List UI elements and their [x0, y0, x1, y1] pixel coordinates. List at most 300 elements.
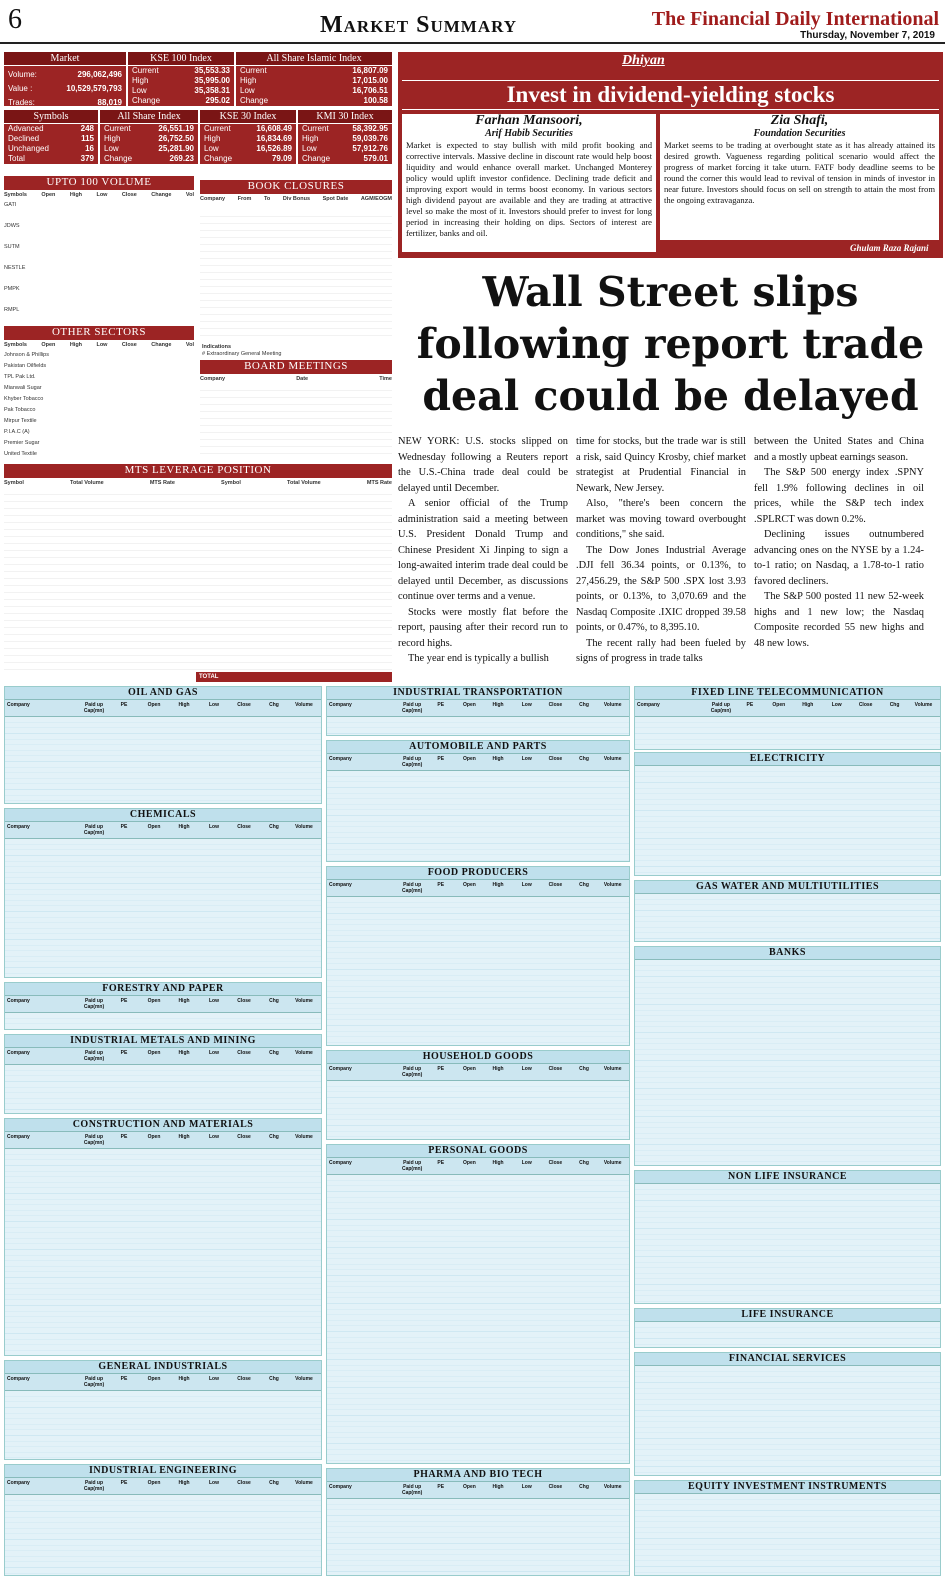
col-header: High: [178, 1134, 190, 1140]
mts-header: [4, 480, 392, 486]
col-header: Open: [463, 882, 476, 888]
col-header: Volume: [603, 882, 622, 888]
sector-title: GENERAL INDUSTRIALS: [5, 1361, 321, 1374]
expert-firm: Foundation Securities: [753, 128, 846, 139]
index-value: 16,834.69: [256, 134, 292, 143]
index-label: Current: [302, 124, 329, 133]
col-header: Date: [296, 376, 309, 382]
col-header: High: [492, 702, 504, 708]
col-header: PE: [437, 756, 445, 762]
market-label: Volume:: [8, 70, 37, 79]
col-header: Open: [772, 702, 786, 708]
sector-header: [5, 1048, 321, 1065]
sector-header: [5, 1478, 321, 1495]
index-value: 57,912.76: [352, 144, 388, 153]
sector-rows: [327, 771, 629, 862]
index-label: Change: [104, 154, 133, 163]
market-value: 88,019: [97, 98, 122, 107]
col-header: PE: [120, 1480, 128, 1486]
sector-table: [326, 740, 630, 862]
col-header: Close: [548, 1484, 563, 1490]
col-header: Symbols: [4, 342, 27, 348]
index-label: High: [240, 76, 257, 85]
col-header: High: [492, 1066, 504, 1072]
list-item: TPL Pak Ltd.: [4, 374, 36, 380]
sector-rows: [327, 717, 629, 736]
all-share-box: [100, 110, 198, 164]
kmi30-title: KMI 30 Index: [298, 110, 392, 124]
symbols-value: 379: [80, 154, 94, 163]
index-value: 579.01: [363, 154, 388, 163]
col-header: Volume: [603, 702, 622, 708]
col-header: Chg: [269, 702, 279, 708]
story-col-3: [754, 434, 924, 651]
col-header: Company: [7, 702, 30, 708]
index-value: 26,752.50: [158, 134, 194, 143]
index-label: Change: [132, 96, 161, 105]
col-header: Volume: [295, 998, 313, 1004]
upto100-list: [4, 202, 64, 328]
col-header: Company: [329, 882, 352, 888]
sector-table: [4, 1034, 322, 1114]
col-header: Low: [209, 1376, 219, 1382]
col-header: PE: [437, 702, 445, 708]
col-header: Open: [463, 756, 476, 762]
other-sectors-list: [4, 352, 84, 462]
col-header: Paid up Cap(mn): [83, 1050, 105, 1062]
col-header: Close: [237, 998, 251, 1004]
sector-rows: [5, 839, 321, 978]
other-sectors-title: OTHER SECTORS: [4, 326, 194, 340]
col-header: Close: [237, 1050, 251, 1056]
index-label: Change: [302, 154, 331, 163]
col-header: Chg: [579, 1160, 589, 1166]
sector-title: FINANCIAL SERVICES: [635, 1353, 940, 1366]
col-header: Low: [209, 824, 219, 830]
sector-title: CHEMICALS: [5, 809, 321, 822]
mts-table: [4, 488, 392, 672]
kse30-box: [200, 110, 296, 164]
col-header: Close: [548, 1066, 563, 1072]
col-header: Close: [121, 192, 137, 198]
symbols-box: [4, 110, 98, 164]
story-paragraph: NEW YORK: U.S. stocks slipped on Wednesday following a Reuters report the U.S.-China trade deal could be delayed until December.: [398, 436, 568, 494]
col-header: High: [69, 192, 83, 198]
sector-title: EQUITY INVESTMENT INSTRUMENTS: [635, 1481, 940, 1494]
market-value: 296,062,496: [77, 70, 122, 79]
col-header: Open: [147, 998, 161, 1004]
col-header: High: [492, 882, 504, 888]
sector-table: [326, 1050, 630, 1140]
sector-table: [4, 1464, 322, 1576]
col-header: Company: [200, 376, 226, 382]
symbols-title: Symbols: [4, 110, 98, 124]
byline: Ghulam Raza Rajani: [850, 243, 929, 253]
col-header: Volume: [603, 1484, 622, 1490]
sector-title: BANKS: [635, 947, 940, 960]
expert-left: [402, 114, 656, 252]
col-header: Low: [96, 342, 108, 348]
index-value: 16,706.51: [352, 86, 388, 95]
sector-rows: [327, 897, 629, 1046]
col-header: Paid up Cap(mn): [83, 1376, 105, 1388]
col-header: Company: [329, 1484, 352, 1490]
col-header: Low: [521, 1066, 532, 1072]
sector-header: [327, 1064, 629, 1081]
paper-name: The Financial Daily International: [651, 8, 939, 30]
sector-table: [4, 1118, 322, 1356]
sector-title: PERSONAL GOODS: [327, 1145, 629, 1158]
col-header: Chg: [889, 702, 900, 708]
sector-table: [634, 946, 941, 1166]
col-header: Open: [463, 702, 476, 708]
story-paragraph: The S&P 500 posted 11 new 52-week highs and 1 new low; the Nasdaq Composite recorded 55 new highs and 48 new lows.: [754, 591, 924, 649]
symbols-value: 248: [80, 124, 94, 133]
col-header: Paid up Cap(mn): [83, 702, 105, 714]
col-header: Close: [237, 1376, 251, 1382]
sector-title: INDUSTRIAL TRANSPORTATION: [327, 687, 629, 700]
index-value: 16,807.09: [352, 66, 388, 75]
col-header: High: [802, 702, 814, 708]
col-header: Volume: [295, 1050, 313, 1056]
sector-header: [327, 1158, 629, 1175]
col-header: PE: [120, 824, 128, 830]
story-paragraph: Declining issues outnumbered advancing ones on the NYSE by a 1.24-to-1 ratio; on Nasdaq, a 1.78-to-1 ratio favored decliners.: [754, 529, 924, 587]
sector-header: [5, 1132, 321, 1149]
col-header: Paid up Cap(mn): [401, 756, 423, 768]
col-header: Volume: [295, 1134, 313, 1140]
col-header: Volume: [295, 702, 313, 708]
col-header: Change: [151, 342, 172, 348]
index-value: 35,553.33: [194, 66, 230, 75]
col-header: Paid up Cap(mn): [401, 1066, 423, 1078]
col-header: Open: [463, 1484, 476, 1490]
symbols-label: Total: [8, 154, 25, 163]
col-header: High: [69, 342, 83, 348]
col-header: Low: [521, 1160, 532, 1166]
col-header: Close: [548, 702, 563, 708]
list-item: GATI: [4, 202, 17, 208]
list-item: Khyber Tobacco: [4, 396, 44, 402]
index-label: High: [132, 76, 149, 85]
col-header: From: [237, 196, 252, 202]
index-value: 79.09: [271, 154, 292, 163]
index-value: 35,995.00: [194, 76, 230, 85]
col-header: PE: [437, 1484, 445, 1490]
index-value: 35,358.31: [194, 86, 230, 95]
symbols-label: Declined: [8, 134, 40, 143]
sector-table: [326, 1468, 630, 1576]
symbols-label: Unchanged: [8, 144, 49, 153]
col-header: Volume: [603, 1066, 622, 1072]
book-closures-table: [200, 210, 392, 342]
col-header: Paid up Cap(mn): [710, 702, 732, 714]
col-header: Volume: [295, 1480, 313, 1486]
col-header: Chg: [579, 1066, 589, 1072]
col-header: Low: [209, 702, 219, 708]
col-header: PE: [120, 702, 128, 708]
index-label: Low: [204, 144, 219, 153]
col-header: Open: [41, 192, 56, 198]
index-label: Current: [240, 66, 267, 75]
col-header: PE: [120, 1134, 128, 1140]
sector-table: [634, 1352, 941, 1476]
col-header: Open: [147, 1134, 161, 1140]
col-header: High: [492, 756, 504, 762]
sector-table: [326, 686, 630, 736]
list-item: RMPL: [4, 307, 20, 313]
col-header: Paid up Cap(mn): [83, 1480, 105, 1492]
col-header: High: [492, 1160, 504, 1166]
symbols-value: 115: [81, 134, 94, 143]
story-paragraph: time for stocks, but the trade war is still a risk, said Quincy Krosby, chief market strategist at Prudential Financial in Newark, New Jersey.: [576, 436, 746, 494]
dhiyan-headline: Invest in dividend-yielding stocks: [402, 80, 939, 110]
index-label: Change: [204, 154, 233, 163]
col-header: Chg: [269, 1134, 279, 1140]
col-header: Total Volume: [287, 480, 321, 486]
col-header: Paid up Cap(mn): [83, 1134, 105, 1146]
col-header: Company: [200, 196, 226, 202]
sector-table: [634, 1170, 941, 1304]
sector-title: NON LIFE INSURANCE: [635, 1171, 940, 1184]
col-header: High: [492, 1484, 504, 1490]
sector-header: [327, 880, 629, 897]
all-share-islamic-title: All Share Islamic Index: [236, 52, 392, 66]
col-header: Close: [237, 824, 251, 830]
sector-header: [327, 700, 629, 717]
col-header: Low: [521, 702, 532, 708]
col-header: Volume: [295, 1376, 313, 1382]
index-value: 25,281.90: [158, 144, 194, 153]
sector-title: FOOD PRODUCERS: [327, 867, 629, 880]
index-value: 16,608.49: [256, 124, 292, 133]
col-header: PE: [120, 1050, 128, 1056]
col-header: Company: [7, 824, 30, 830]
sector-title: FIXED LINE TELECOMMUNICATION: [635, 687, 940, 700]
market-label: Trades:: [8, 98, 35, 107]
col-header: Volume: [603, 756, 622, 762]
list-item: P.I.A.C (A): [4, 429, 30, 435]
list-item: NESTLE: [4, 265, 26, 271]
market-box: [4, 52, 126, 106]
index-label: Low: [302, 144, 317, 153]
col-header: Paid up Cap(mn): [401, 1484, 423, 1496]
col-header: Change: [151, 192, 172, 198]
list-item: United Textile: [4, 451, 37, 457]
index-value: 100.58: [363, 96, 388, 105]
col-header: Open: [147, 1376, 161, 1382]
col-header: To: [263, 196, 271, 202]
col-header: MTS Rate: [149, 480, 175, 486]
sector-title: INDUSTRIAL ENGINEERING: [5, 1465, 321, 1478]
sector-table: [634, 880, 941, 942]
col-header: High: [178, 1376, 190, 1382]
col-header: Company: [329, 1160, 352, 1166]
market-value: 10,529,579,793: [66, 84, 122, 93]
expert-right: [660, 114, 939, 240]
col-header: Time: [379, 376, 392, 382]
kmi30-box: [298, 110, 392, 164]
col-header: Open: [463, 1066, 476, 1072]
index-label: Low: [104, 144, 119, 153]
dhiyan-tag: Dhiyan: [622, 53, 665, 68]
list-item: Mianwali Sugar: [4, 385, 42, 391]
index-label: High: [104, 134, 121, 143]
story-col-2: [576, 434, 746, 667]
story-paragraph: The year end is typically a bullish: [408, 653, 549, 664]
col-header: Low: [209, 998, 219, 1004]
sector-rows: [635, 1494, 940, 1576]
mts-total-label: TOTAL: [199, 674, 219, 680]
expert-firm: Arif Habib Securities: [485, 128, 573, 139]
col-header: Open: [41, 342, 56, 348]
sector-table: [4, 686, 322, 804]
sector-header: [5, 700, 321, 717]
page-header: [0, 0, 945, 44]
sector-title: FORESTRY AND PAPER: [5, 983, 321, 996]
sector-title: PHARMA AND BIO TECH: [327, 1469, 629, 1482]
list-item: Mirpur Textile: [4, 418, 37, 424]
upto100-title: UPTO 100 VOLUME: [4, 176, 194, 190]
col-header: Low: [521, 882, 532, 888]
col-header: PE: [437, 1066, 445, 1072]
board-meetings-title: BOARD MEETINGS: [200, 360, 392, 374]
col-header: Paid up Cap(mn): [401, 702, 423, 714]
kse100-title: KSE 100 Index: [128, 52, 234, 66]
sector-rows: [635, 1322, 940, 1348]
col-header: Company: [329, 1066, 352, 1072]
col-header: Volume: [603, 1160, 622, 1166]
col-header: Close: [548, 1160, 563, 1166]
sector-rows: [635, 1366, 940, 1476]
market-label: Value :: [8, 84, 33, 93]
upto100-header: [4, 192, 194, 198]
indications-label: Indications: [202, 344, 232, 350]
col-header: Open: [147, 1480, 161, 1486]
col-header: Low: [831, 702, 842, 708]
col-header: Low: [96, 192, 108, 198]
list-item: Pakistan Oilfields: [4, 363, 47, 369]
eogm-note: # Extraordinary General Meeting: [202, 351, 282, 357]
col-header: Low: [521, 756, 532, 762]
list-item: PMPK: [4, 286, 20, 292]
sector-title: CONSTRUCTION AND MATERIALS: [5, 1119, 321, 1132]
index-label: High: [204, 134, 221, 143]
col-header: Chg: [579, 882, 589, 888]
sector-table: [634, 1480, 941, 1576]
index-label: High: [302, 134, 319, 143]
col-header: Open: [463, 1160, 476, 1166]
col-header: Low: [521, 1484, 532, 1490]
index-label: Low: [240, 86, 255, 95]
index-label: Change: [240, 96, 269, 105]
col-header: Open: [147, 824, 161, 830]
expert-name: Zia Shafi,: [770, 113, 829, 128]
col-header: PE: [120, 998, 128, 1004]
col-header: Paid up Cap(mn): [401, 1160, 423, 1172]
col-header: Open: [147, 702, 161, 708]
col-header: High: [178, 1480, 190, 1486]
col-header: Paid up Cap(mn): [83, 824, 105, 836]
sector-header: [5, 1374, 321, 1391]
col-header: Paid up Cap(mn): [401, 882, 423, 894]
sector-rows: [5, 717, 321, 804]
sector-rows: [5, 1065, 321, 1114]
story-paragraph: Stocks were mostly flat before the report, pausing after their record run to record highs.: [398, 606, 568, 649]
other-sectors-header: [4, 342, 194, 348]
col-header: Company: [329, 756, 352, 762]
story-paragraph: Also, "there's been concern the market was moving toward overbought conditions," she said.: [576, 498, 746, 540]
col-header: Chg: [269, 998, 279, 1004]
mts-total-row: [196, 672, 392, 682]
col-header: Low: [209, 1134, 219, 1140]
col-header: Company: [637, 702, 660, 708]
col-header: PE: [437, 882, 445, 888]
col-header: Chg: [579, 756, 589, 762]
sector-title: OIL AND GAS: [5, 687, 321, 700]
index-value: 59,039.76: [352, 134, 388, 143]
sector-title: HOUSEHOLD GOODS: [327, 1051, 629, 1064]
col-header: Company: [7, 1134, 30, 1140]
col-header: Paid up Cap(mn): [83, 998, 105, 1010]
col-header: Vol: [185, 192, 194, 198]
col-header: Close: [548, 756, 563, 762]
sector-table: [4, 808, 322, 978]
symbols-label: Advanced: [8, 124, 44, 133]
sector-table: [634, 1308, 941, 1348]
col-header: Chg: [269, 1050, 279, 1056]
sector-header: [5, 822, 321, 839]
index-value: 16,526.89: [256, 144, 292, 153]
sector-rows: [635, 1184, 940, 1304]
list-item: Pak Tobacco: [4, 407, 36, 413]
col-header: MTS Rate: [366, 480, 392, 486]
col-header: Low: [209, 1050, 219, 1056]
sector-rows: [327, 1499, 629, 1576]
list-item: Premier Sugar: [4, 440, 40, 446]
col-header: Chg: [269, 1376, 279, 1382]
col-header: Close: [237, 702, 251, 708]
col-header: Close: [237, 1134, 251, 1140]
story-paragraph: The recent rally had been fueled by signs of progress in trade talks: [576, 637, 746, 664]
col-header: Chg: [269, 824, 279, 830]
sector-rows: [5, 1391, 321, 1460]
sector-rows: [5, 1149, 321, 1356]
col-header: Symbols: [4, 192, 27, 198]
col-header: PE: [120, 1376, 128, 1382]
list-item: JDWS: [4, 223, 20, 229]
index-value: 295.02: [205, 96, 230, 105]
sector-title: GAS WATER AND MULTIUTILITIES: [635, 881, 940, 894]
sector-title: INDUSTRIAL METALS AND MINING: [5, 1035, 321, 1048]
story-col-1: [398, 434, 568, 667]
board-meetings-header: [200, 376, 392, 382]
list-item: Johnson & Phillips: [4, 352, 49, 358]
sector-table: [634, 686, 941, 750]
col-header: Vol: [185, 342, 194, 348]
col-header: Close: [121, 342, 137, 348]
col-header: Spot Date: [322, 196, 349, 202]
col-header: PE: [437, 1160, 445, 1166]
sector-title: ELECTRICITY: [635, 753, 940, 766]
index-label: Current: [132, 66, 159, 75]
story-paragraph: between the United States and China and a mostly upbeat earnings season.: [754, 436, 924, 463]
sector-table: [634, 752, 941, 876]
expert-text: Market is expected to stay bullish with mild profit booking and corrective intervals. Massive decline in discount rate would help boost liquidity and would enhance overall market. Unchanged Monterey policy would uplift investor confidence. Declining trade deficit and improving export would in terms boost economy. In various sectors high dividend payout are available and they are trading at attractive level so make the most of it. Investors should prefer to invest for long period in increasing their holding on dips. Sectors of interest are fertilizer, banks and oil.: [406, 140, 652, 238]
col-header: PE: [746, 702, 754, 708]
col-header: Close: [548, 882, 563, 888]
sector-rows: [635, 766, 940, 876]
